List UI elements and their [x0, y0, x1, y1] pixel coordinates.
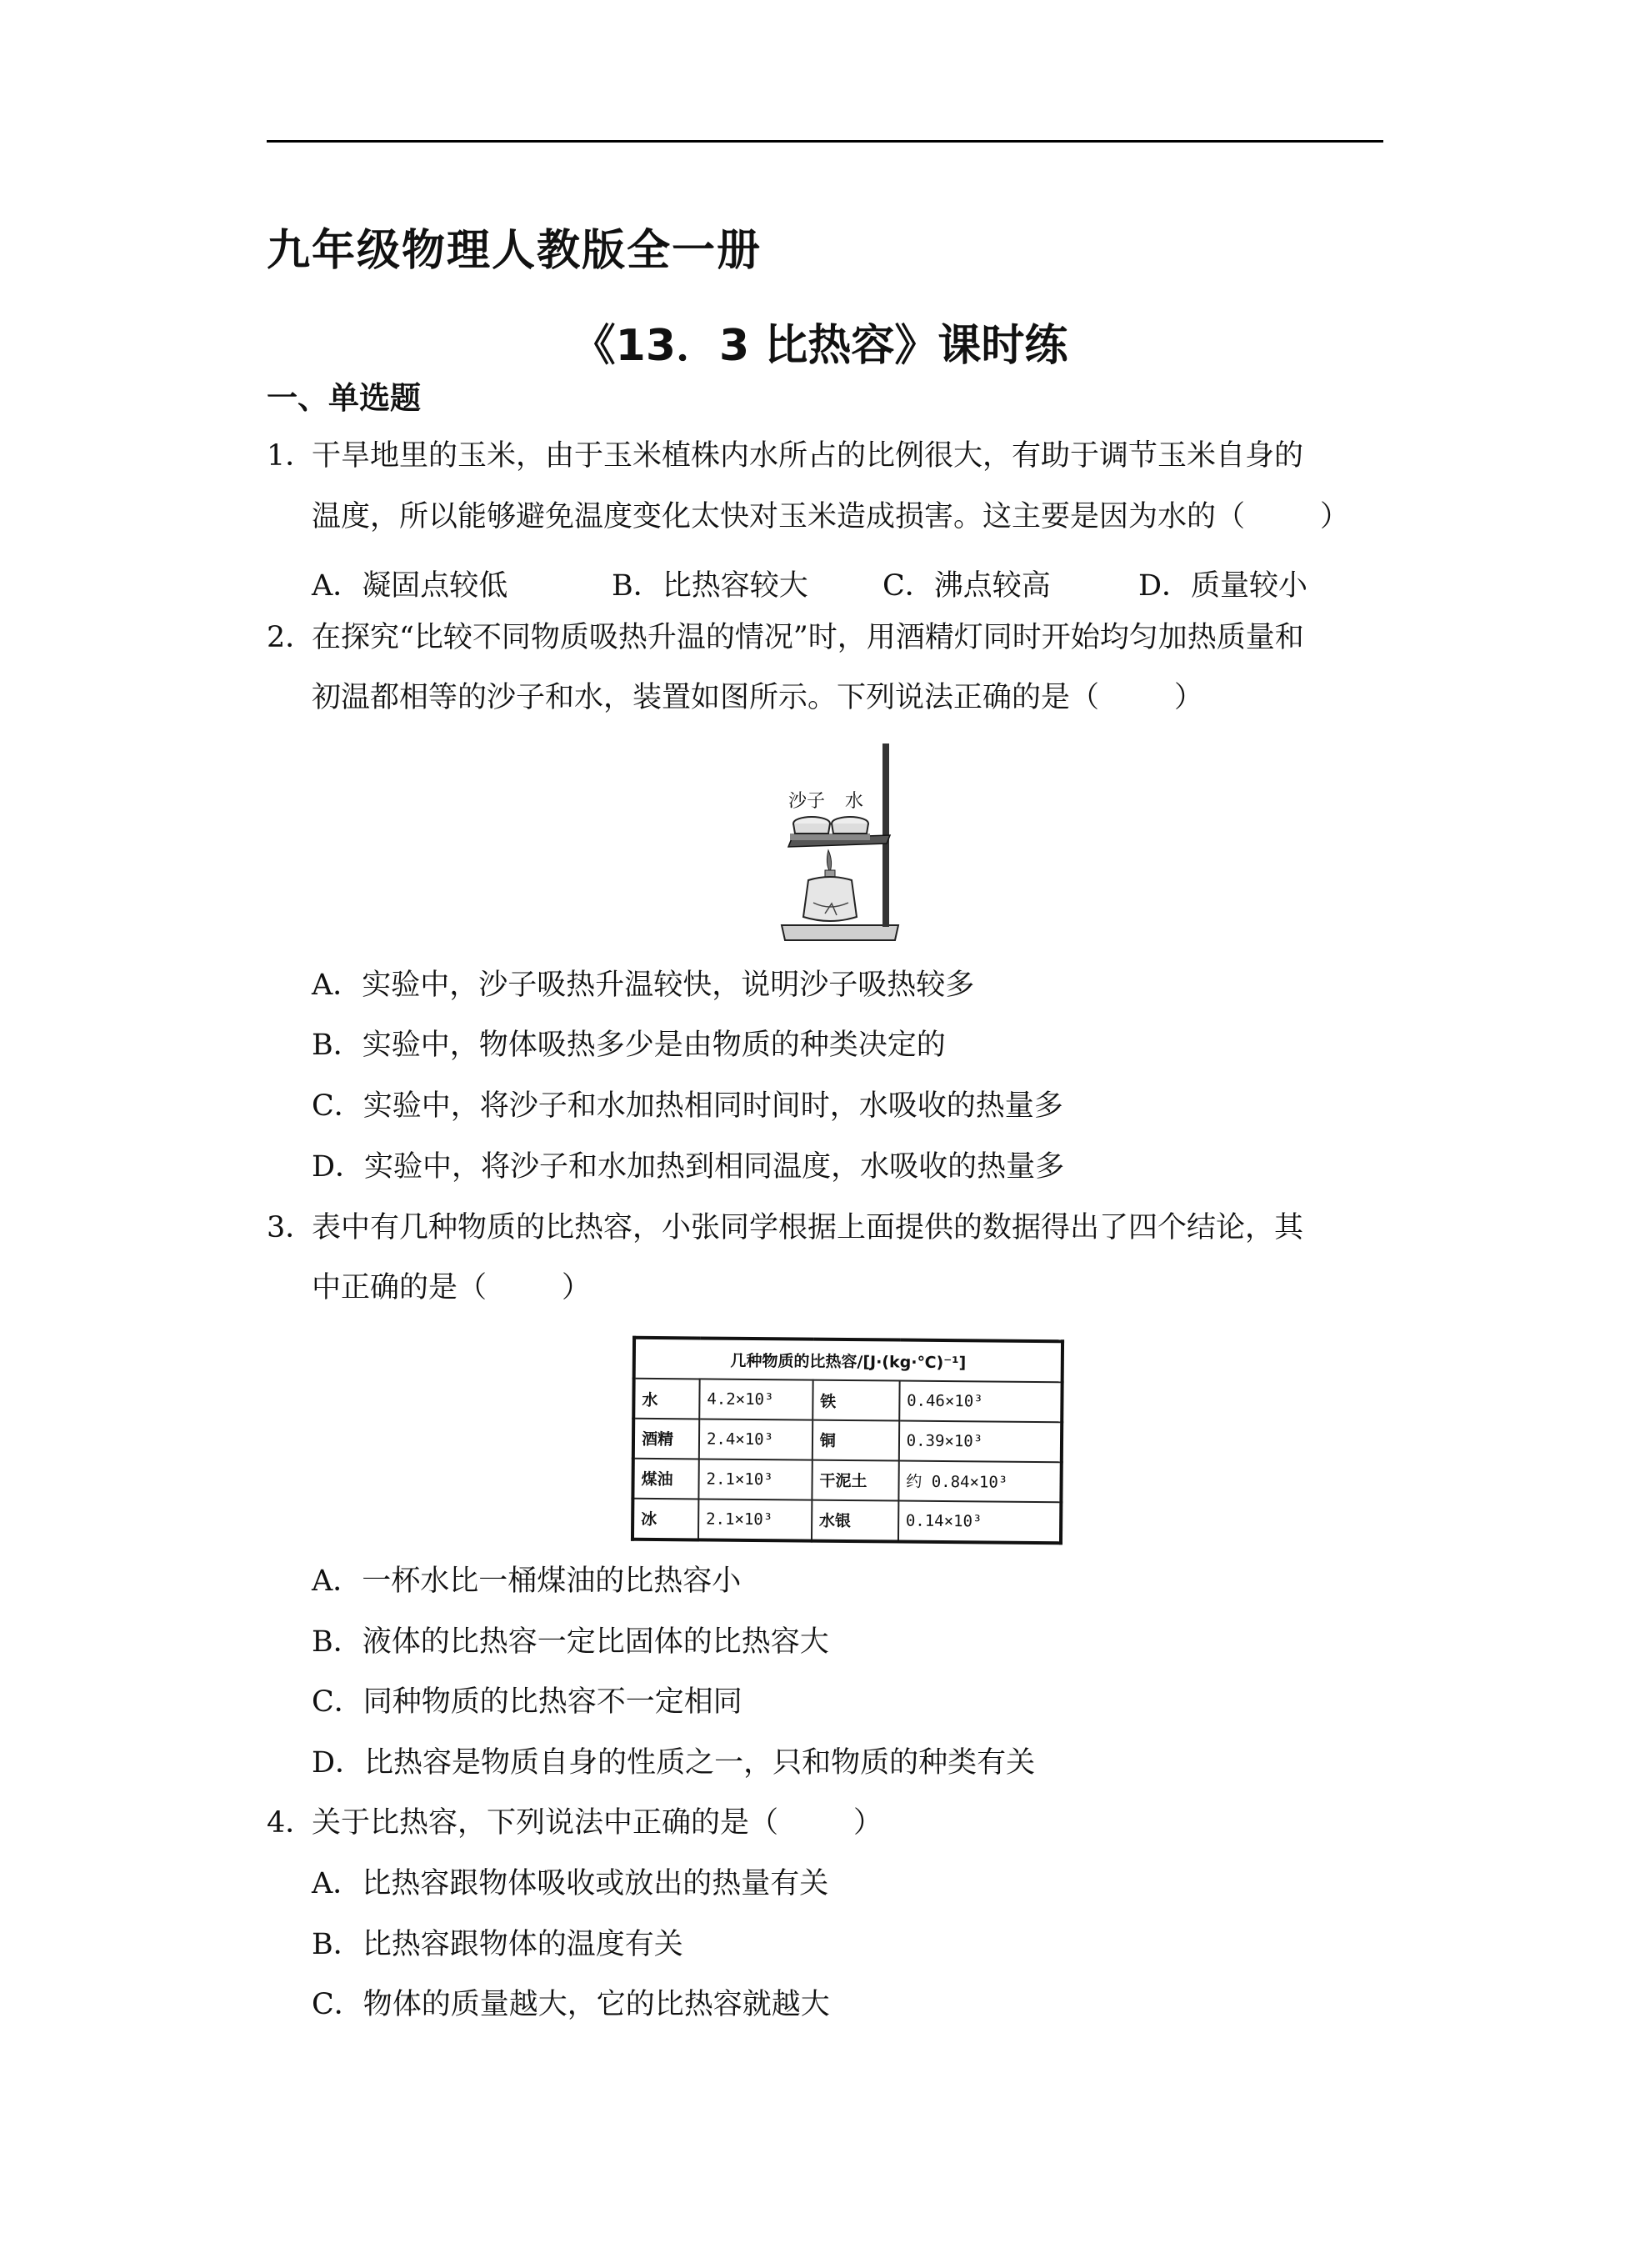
question-text: 表中有几种物质的比热容，小张同学根据上面提供的数据得出了四个结论，其	[312, 1211, 1304, 1244]
table-cell: 酒精	[633, 1419, 699, 1459]
question-text-continued: 温度，所以能够避免温度变化太快对玉米造成损害。这主要是因为水的（ ）	[312, 500, 1350, 533]
table-cell: 铁	[812, 1380, 899, 1421]
table-caption: 几种物质的比热容/[J·(kg·℃)⁻¹]	[634, 1338, 1062, 1383]
document-title: 九年级物理人教版全一册	[267, 226, 762, 276]
table-cell: 4.2×10³	[699, 1379, 812, 1420]
question-text: 关于比热容，下列说法中正确的是（ ）	[312, 1806, 883, 1840]
option-c[interactable]: C．物体的质量越大，它的比热容就越大	[312, 1988, 830, 2021]
option-d[interactable]: D．比热容是物质自身的性质之一，只和物质的种类有关	[312, 1746, 1036, 1780]
table-row	[632, 1498, 1061, 1543]
table-cell: 0.39×10³	[899, 1421, 1062, 1462]
question-text-continued: 初温都相等的沙子和水，装置如图所示。下列说法正确的是（ ）	[312, 681, 1204, 714]
question-text: 在探究“比较不同物质吸热升温的情况”时，用酒精灯同时开始均匀加热质量和	[312, 621, 1304, 654]
specific-heat-table-figure	[631, 1336, 1066, 1549]
option-a[interactable]: A．比热容跟物体吸收或放出的热量有关	[312, 1867, 829, 1900]
table-cell: 铜	[812, 1420, 899, 1461]
table-row	[632, 1459, 1061, 1502]
question-text-continued: 中正确的是（ ）	[312, 1271, 592, 1304]
option-a[interactable]: A．凝固点较低	[312, 569, 508, 603]
water-label: 水	[845, 791, 864, 812]
option-c[interactable]: C．同种物质的比热容不一定相同	[312, 1685, 742, 1719]
option-a[interactable]: A．一杯水比一桶煤油的比热容小	[312, 1565, 742, 1598]
heating-apparatus-figure	[773, 740, 907, 949]
option-b[interactable]: B．比热容跟物体的温度有关	[312, 1928, 683, 1961]
table-cell: 冰	[632, 1498, 698, 1540]
table-row	[633, 1379, 1062, 1422]
question-number: 3．	[267, 1211, 315, 1244]
sand-label: 沙子	[788, 791, 826, 812]
table-cell: 0.46×10³	[899, 1381, 1062, 1422]
table-row	[633, 1419, 1062, 1462]
table-cell: 0.14×10³	[898, 1500, 1062, 1543]
table-cell: 水银	[812, 1499, 898, 1541]
table-cell: 2.4×10³	[699, 1419, 812, 1460]
option-b[interactable]: B．液体的比热容一定比固体的比热容大	[312, 1625, 829, 1659]
table-cell: 2.1×10³	[698, 1459, 812, 1499]
option-a[interactable]: A．实验中，沙子吸热升温较快，说明沙子吸热较多	[312, 969, 975, 1002]
header-rule	[267, 140, 1383, 143]
table-cell: 干泥土	[812, 1459, 898, 1500]
option-c[interactable]: C．沸点较高	[882, 569, 1051, 603]
question-text: 干旱地里的玉米，由于玉米植株内水所占的比例很大，有助于调节玉米自身的	[312, 439, 1304, 473]
section-heading: 一、单选题	[267, 380, 421, 416]
option-d[interactable]: D．实验中，将沙子和水加热到相同温度，水吸收的热量多	[312, 1150, 1065, 1184]
option-c[interactable]: C．实验中，将沙子和水加热相同时间时，水吸收的热量多	[312, 1089, 1063, 1123]
lesson-subtitle: 《13．3 比热容》课时练	[572, 321, 1068, 371]
option-b[interactable]: B．实验中，物体吸热多少是由物质的种类决定的	[312, 1029, 946, 1062]
question-number: 2．	[267, 621, 315, 654]
option-b[interactable]: B．比热容较大	[612, 569, 808, 603]
table-cell: 煤油	[632, 1459, 698, 1499]
question-number: 1．	[267, 439, 315, 473]
table-cell: 2.1×10³	[698, 1499, 812, 1541]
option-d[interactable]: D．质量较小	[1138, 569, 1308, 603]
question-number: 4．	[267, 1806, 315, 1840]
table-cell: 约 0.84×10³	[898, 1460, 1062, 1501]
specific-heat-table	[631, 1336, 1064, 1545]
table-cell: 水	[633, 1379, 699, 1419]
